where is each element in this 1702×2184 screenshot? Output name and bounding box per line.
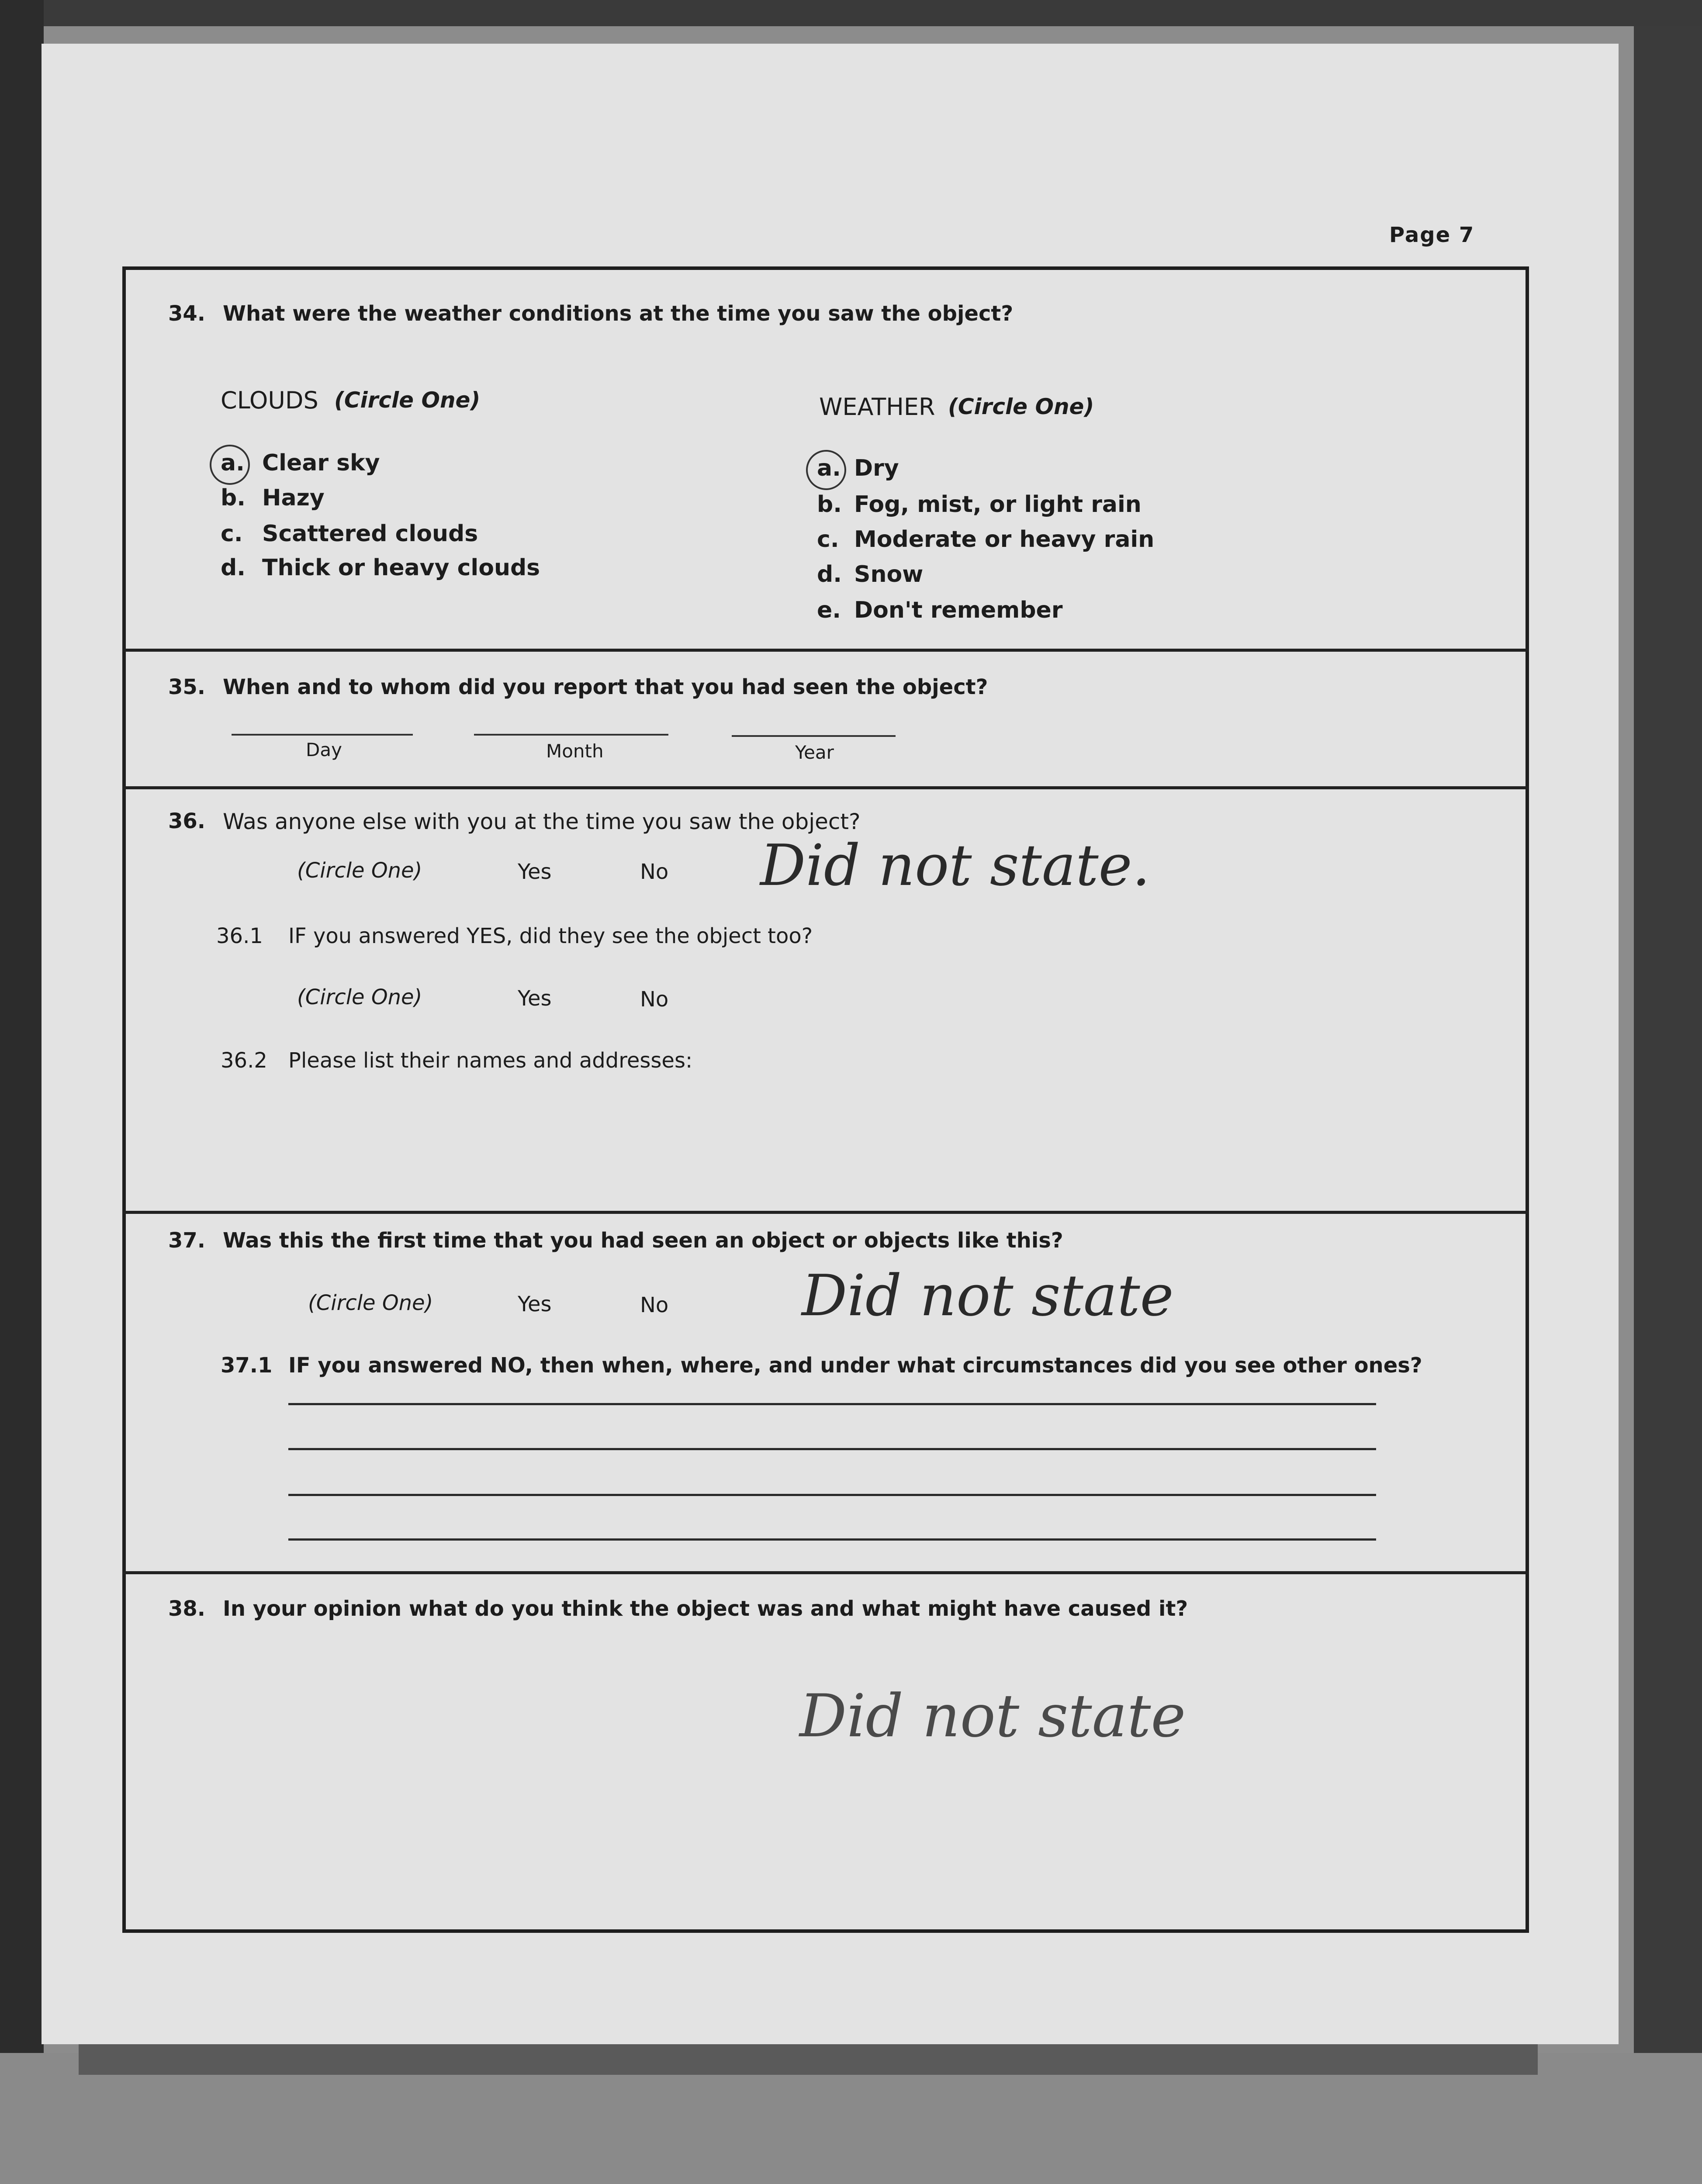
q36-handwritten-answer: Did not state.	[760, 832, 1150, 898]
weather-option-e-label: Don't remember	[854, 597, 1063, 623]
weather-option-b-letter[interactable]: b.	[817, 491, 842, 518]
year-field-label: Year	[795, 742, 834, 763]
month-field-label: Month	[546, 740, 604, 762]
q37-instruction: (Circle One)	[308, 1291, 433, 1315]
q36-1-no-option[interactable]: No	[640, 987, 669, 1012]
clouds-option-d-letter[interactable]: d.	[221, 555, 246, 581]
q38-text: In your opinion what do you think the object was and what might have caused it?	[223, 1597, 1188, 1621]
q34-number: 34.	[168, 301, 206, 326]
q34-text: What were the weather conditions at the time you saw the object?	[223, 301, 1014, 326]
q36-1-text: IF you answered YES, did they see the object too?	[288, 924, 813, 948]
clouds-option-c-label: Scattered clouds	[262, 521, 478, 547]
scan-border-right	[1634, 26, 1702, 2057]
clouds-option-d-label: Thick or heavy clouds	[262, 555, 540, 581]
weather-option-a-letter[interactable]: a.	[817, 455, 841, 481]
q37-1-answer-line-2[interactable]	[288, 1448, 1376, 1450]
weather-option-c-label: Moderate or heavy rain	[854, 526, 1155, 553]
q37-number: 37.	[168, 1228, 206, 1253]
q38-number: 38.	[168, 1597, 206, 1621]
q36-yes-option[interactable]: Yes	[518, 860, 552, 884]
q35-text: When and to whom did you report that you had seen the object?	[223, 675, 988, 699]
clouds-option-a-label: Clear sky	[262, 450, 380, 476]
weather-option-b-label: Fog, mist, or light rain	[854, 491, 1142, 518]
q36-no-option[interactable]: No	[640, 860, 669, 884]
month-field-line[interactable]	[474, 734, 668, 736]
section-divider-34-35	[122, 649, 1529, 652]
day-field-label: Day	[306, 739, 342, 760]
q35-number: 35.	[168, 675, 206, 699]
weather-heading: WEATHER	[819, 393, 935, 421]
section-divider-35-36	[122, 786, 1529, 789]
q36-1-yes-option[interactable]: Yes	[518, 986, 552, 1011]
q36-number: 36.	[168, 809, 206, 833]
weather-option-d-letter[interactable]: d.	[817, 561, 842, 587]
weather-option-e-letter[interactable]: e.	[817, 597, 841, 623]
q37-text: Was this the first time that you had seen an object or objects like this?	[223, 1228, 1063, 1253]
q38-handwritten-answer: Did not state	[799, 1682, 1186, 1750]
q36-1-instruction: (Circle One)	[297, 985, 422, 1009]
day-field-line[interactable]	[232, 734, 413, 736]
section-divider-37-38	[122, 1571, 1529, 1574]
q37-1-text: IF you answered NO, then when, where, and under what circumstances did you see other ones?	[288, 1353, 1422, 1378]
weather-instruction: (Circle One)	[948, 394, 1094, 419]
clouds-option-b-letter[interactable]: b.	[221, 485, 246, 511]
scan-border-top	[0, 0, 1702, 26]
clouds-instruction: (Circle One)	[334, 387, 481, 413]
q37-1-answer-line-4[interactable]	[288, 1538, 1376, 1541]
weather-option-d-label: Snow	[854, 561, 924, 587]
q36-2-number: 36.2	[221, 1048, 267, 1073]
weather-option-c-letter[interactable]: c.	[817, 526, 839, 553]
page-number: Page 7	[1389, 223, 1475, 247]
clouds-option-c-letter[interactable]: c.	[221, 521, 243, 547]
clouds-option-a-letter[interactable]: a.	[221, 450, 245, 476]
q36-1-number: 36.1	[216, 924, 263, 948]
page-shadow	[79, 2044, 1538, 2075]
section-divider-36-37	[122, 1211, 1529, 1214]
year-field-line[interactable]	[732, 735, 896, 737]
q36-2-text: Please list their names and addresses:	[288, 1048, 693, 1073]
q37-no-option[interactable]: No	[640, 1293, 669, 1317]
clouds-option-b-label: Hazy	[262, 485, 325, 511]
q37-handwritten-answer: Did not state	[802, 1262, 1174, 1329]
scan-border-left	[0, 0, 44, 2053]
q37-1-number: 37.1	[221, 1353, 273, 1378]
q36-instruction: (Circle One)	[297, 858, 422, 883]
q37-1-answer-line-3[interactable]	[288, 1494, 1376, 1496]
clouds-heading: CLOUDS	[221, 387, 318, 414]
q37-yes-option[interactable]: Yes	[518, 1292, 552, 1317]
q37-1-answer-line-1[interactable]	[288, 1403, 1376, 1405]
weather-option-a-label: Dry	[854, 455, 899, 481]
q36-text: Was anyone else with you at the time you saw the object?	[223, 809, 861, 834]
